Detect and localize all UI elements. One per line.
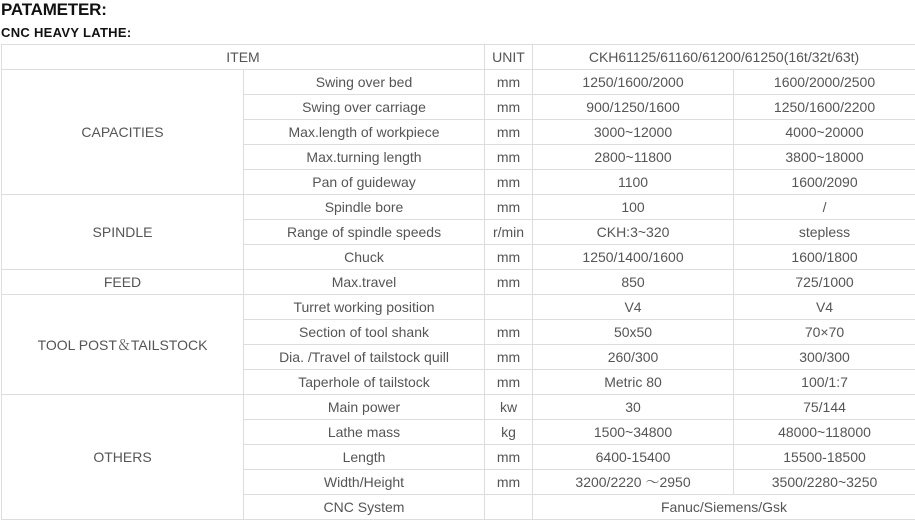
unit-value: mm: [485, 170, 533, 195]
header-item: ITEM: [2, 45, 485, 70]
model-value-1: CKH:3~320: [533, 220, 734, 245]
group-label: SPINDLE: [2, 195, 244, 270]
model-value-2: 1600/1800: [734, 245, 915, 270]
unit-value: mm: [485, 445, 533, 470]
item-label: Pan of guideway: [244, 170, 485, 195]
unit-value: mm: [485, 470, 533, 495]
model-value-2: 100/1:7: [734, 370, 915, 395]
item-label: Range of spindle speeds: [244, 220, 485, 245]
table-row: [2, 70, 915, 95]
item-label: Turret working position: [244, 295, 485, 320]
header-model: CKH61125/61160/61200/61250(16t/32t/63t): [533, 45, 915, 70]
unit-value: [485, 295, 533, 320]
model-value-1: Metric 80: [533, 370, 734, 395]
table-header-row: [2, 45, 915, 70]
model-value-2: stepless: [734, 220, 915, 245]
table-row: [2, 395, 915, 420]
item-label: Max.length of workpiece: [244, 120, 485, 145]
item-label: Spindle bore: [244, 195, 485, 220]
header-unit: UNIT: [485, 45, 533, 70]
model-value-2: 70×70: [734, 320, 915, 345]
model-value-1: 1250/1600/2000: [533, 70, 734, 95]
model-value-1: 6400-15400: [533, 445, 734, 470]
group-label: TOOL POST＆TAILSTOCK: [2, 295, 244, 395]
table-row: [2, 270, 915, 295]
unit-value: mm: [485, 120, 533, 145]
item-label: Lathe mass: [244, 420, 485, 445]
model-value-1: 3000~12000: [533, 120, 734, 145]
item-label: Max.travel: [244, 270, 485, 295]
item-label: Length: [244, 445, 485, 470]
model-value-2: 75/144: [734, 395, 915, 420]
model-value-2: 1600/2000/2500: [734, 70, 915, 95]
model-value-2: 48000~118000: [734, 420, 915, 445]
unit-value: mm: [485, 345, 533, 370]
model-value: Fanuc/Siemens/Gsk: [533, 495, 915, 520]
item-label: Chuck: [244, 245, 485, 270]
table-row: [2, 295, 915, 320]
model-value-2: 4000~20000: [734, 120, 915, 145]
model-value-1: 900/1250/1600: [533, 95, 734, 120]
unit-value: mm: [485, 195, 533, 220]
unit-value: mm: [485, 270, 533, 295]
model-value-1: V4: [533, 295, 734, 320]
unit-value: [485, 495, 533, 520]
spec-table-body: [2, 45, 915, 520]
unit-value: kg: [485, 420, 533, 445]
item-label: CNC System: [244, 495, 485, 520]
item-label: Max.turning length: [244, 145, 485, 170]
model-value-1: 260/300: [533, 345, 734, 370]
model-value-2: 15500-18500: [734, 445, 915, 470]
unit-value: kw: [485, 395, 533, 420]
model-value-2: 1250/1600/2200: [734, 95, 915, 120]
model-value-2: 3800~18000: [734, 145, 915, 170]
unit-value: r/min: [485, 220, 533, 245]
page-title: PATAMETER:: [0, 0, 107, 20]
item-label: Section of tool shank: [244, 320, 485, 345]
unit-value: mm: [485, 320, 533, 345]
unit-value: mm: [485, 145, 533, 170]
table-row: [2, 195, 915, 220]
model-value-2: 3500/2280~3250: [734, 470, 915, 495]
item-label: Main power: [244, 395, 485, 420]
spec-table: [1, 44, 915, 520]
group-label: OTHERS: [2, 395, 244, 520]
item-label: Swing over bed: [244, 70, 485, 95]
item-label: Dia. /Travel of tailstock quill: [244, 345, 485, 370]
group-label: CAPACITIES: [2, 70, 244, 195]
model-value-1: 100: [533, 195, 734, 220]
model-value-2: /: [734, 195, 915, 220]
item-label: Swing over carriage: [244, 95, 485, 120]
unit-value: mm: [485, 95, 533, 120]
unit-value: mm: [485, 370, 533, 395]
model-value-2: 1600/2090: [734, 170, 915, 195]
model-value-1: 1250/1400/1600: [533, 245, 734, 270]
model-value-1: 1100: [533, 170, 734, 195]
item-label: Width/Height: [244, 470, 485, 495]
section-title: CNC HEAVY LATHE:: [0, 24, 131, 42]
group-label: FEED: [2, 270, 244, 295]
item-label: Taperhole of tailstock: [244, 370, 485, 395]
unit-value: mm: [485, 70, 533, 95]
model-value-1: 50x50: [533, 320, 734, 345]
model-value-2: 725/1000: [734, 270, 915, 295]
model-value-1: 1500~34800: [533, 420, 734, 445]
model-value-1: 2800~11800: [533, 145, 734, 170]
model-value-2: 300/300: [734, 345, 915, 370]
model-value-1: 3200/2220 ～2950: [533, 470, 734, 495]
model-value-1: 30: [533, 395, 734, 420]
unit-value: mm: [485, 245, 533, 270]
model-value-1: 850: [533, 270, 734, 295]
model-value-2: V4: [734, 295, 915, 320]
